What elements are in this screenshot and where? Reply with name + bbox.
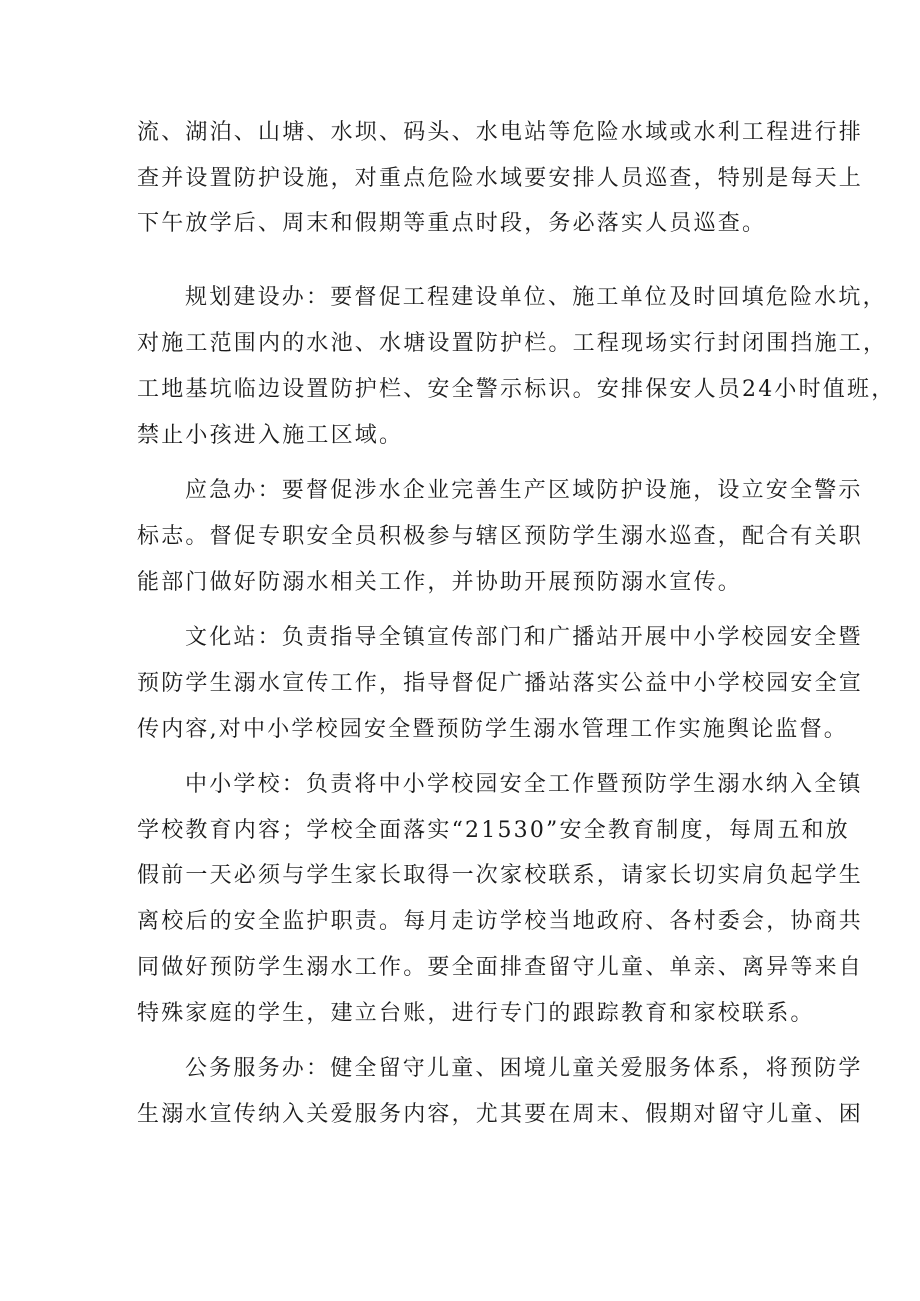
- paragraph-line: 文化站：负责指导全镇宣传部门和广播站开展中小学校园安全暨: [185, 625, 863, 650]
- paragraph-line: 预防学生溺水宣传工作，指导督促广播站落实公益中小学校园安全宣: [137, 671, 864, 696]
- paragraph-line: 中小学校：负责将中小学校园安全工作暨预防学生溺水纳入全镇: [185, 772, 863, 797]
- paragraph-line: 能部门做好防溺水相关工作，并协助开展预防溺水宣传。: [137, 570, 743, 595]
- paragraph-line: 标志。督促专职安全员积极参与辖区预防学生溺水巡查，配合有关职: [137, 524, 864, 549]
- paragraph-line: 学校教育内容；学校全面落实“21530”安全教育制度，每周五和放: [137, 818, 850, 843]
- paragraph-line: 同做好预防学生溺水工作。要全面排查留守儿童、单亲、离异等来自: [137, 955, 864, 980]
- paragraph-line: 下午放学后、周末和假期等重点时段，务必落实人员巡查。: [137, 211, 767, 236]
- paragraph-line: 工地基坑临边设置防护栏、安全警示标识。安排保安人员24小时值班，: [137, 377, 896, 402]
- paragraph-line: 假前一天必须与学生家长取得一次家校联系，请家长切实肩负起学生: [137, 863, 864, 888]
- paragraph-line: 查并设置防护设施，对重点危险水域要安排人员巡查，特别是每天上: [137, 166, 864, 191]
- paragraph-line: 生溺水宣传纳入关爱服务内容，尤其要在周末、假期对留守儿童、困: [137, 1102, 864, 1127]
- paragraph-line: 禁止小孩进入施工区域。: [137, 423, 404, 448]
- paragraph-line: 流、湖泊、山塘、水坝、码头、水电站等危险水域或水利工程进行排: [137, 120, 864, 145]
- paragraph-line: 特殊家庭的学生，建立台账，进行专门的跟踪教育和家校联系。: [137, 1001, 815, 1026]
- paragraph-line: 应急办：要督促涉水企业完善生产区域防护设施，设立安全警示: [185, 478, 863, 503]
- paragraph-line: 对施工范围内的水池、水塘设置防护栏。工程现场实行封闭围挡施工，: [137, 331, 888, 356]
- paragraph-line: 规划建设办：要督促工程建设单位、施工单位及时回填危险水坑，: [185, 285, 887, 310]
- paragraph-line: 传内容,对中小学校园安全暨预防学生溺水管理工作实施舆论监督。: [137, 717, 848, 742]
- paragraph-line: 离校后的安全监护职责。每月走访学校当地政府、各村委会，协商共: [137, 909, 864, 934]
- paragraph-line: 公务服务办：健全留守儿童、困境儿童关爱服务体系，将预防学: [185, 1056, 863, 1081]
